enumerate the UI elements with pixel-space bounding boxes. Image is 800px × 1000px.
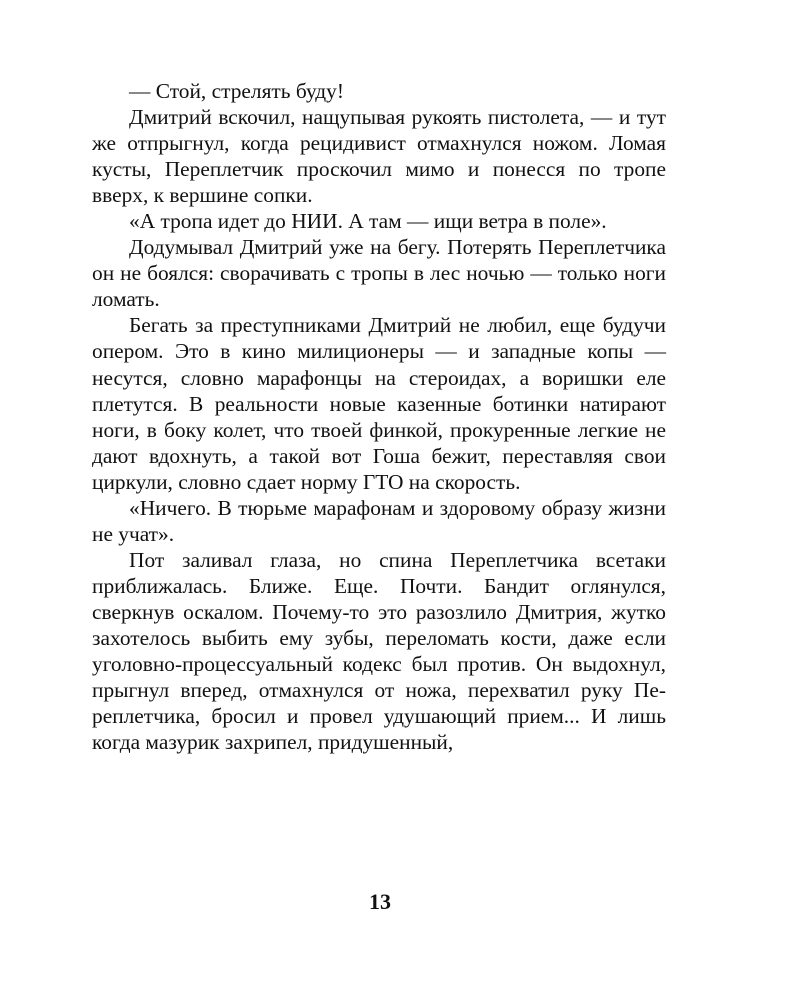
paragraph-7: Пот заливал глаза, но спина Переплетчика всетаки приближалась. Ближе. Еще. Почти. Бандит оглянулся, сверкнув оскалом. Почему-то это разозлило Дмитрия, жутко захотелось выбить ему зубы, переломать кости, даже если уголовно-процессуальный кодекс был против. Он выдохнул, прыгнул вперед, отмахнулся от ножа, перехватил руку Переплетчика, бросил и провел удушающий прием... И лишь когда мазурик захрипел, придушенный, [92, 547, 666, 755]
paragraph-2: Дмитрий вскочил, нащупывая рукоять пистолета, — и тут же отпрыгнул, когда рецидивист отмахнулся ножом. Ломая кусты, Переплетчик проскочил мимо и понесся по тропе вверх, к вершине сопки. [92, 105, 666, 208]
page-text-block [92, 78, 666, 755]
page-number: 13 [369, 889, 391, 914]
paragraph-1: — Стой, стрелять буду! [129, 79, 345, 103]
paragraph-5: Бегать за преступниками Дмитрий не любил, еще будучи опером. Это в кино милиционеры — и западные копы — несутся, словно марафонцы на стероидах, а воришки еле плетутся. В реальности новые казенные ботинки натирают ноги, в боку колет, что твоей финкой, прокуренные легкие не дают вдохнуть, а такой вот Гоша бежит, переставляя свои циркули, словно сдает норму ГТО на скорость. [92, 313, 666, 494]
paragraph-4: Додумывал Дмитрий уже на бегу. Потерять Переплетчика он не боялся: сворачивать с тропы в лес ночью — только ноги ломать. [92, 235, 666, 312]
paragraph-3: «А тропа идет до НИИ. А там — ищи ветра в поле». [129, 209, 607, 234]
paragraph-6: «Ничего. В тюрьме марафонам и здоровому образу жизни не учат». [92, 495, 666, 546]
